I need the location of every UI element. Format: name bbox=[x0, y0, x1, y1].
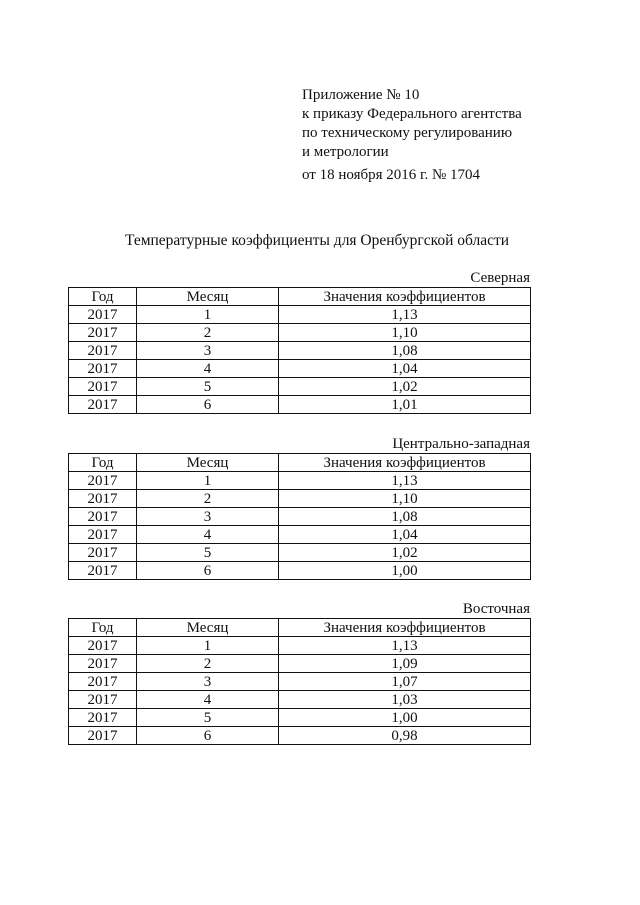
cell-year: 2017 bbox=[69, 727, 137, 745]
cell-year: 2017 bbox=[69, 360, 137, 378]
appendix-header bbox=[302, 86, 522, 185]
table-header-row bbox=[69, 454, 531, 472]
column-header-value: Значения коэффициентов bbox=[279, 454, 531, 472]
cell-value: 1,08 bbox=[279, 342, 531, 360]
cell-year: 2017 bbox=[69, 396, 137, 414]
cell-value: 1,07 bbox=[279, 673, 531, 691]
cell-year: 2017 bbox=[69, 508, 137, 526]
cell-month: 3 bbox=[137, 342, 279, 360]
cell-year: 2017 bbox=[69, 342, 137, 360]
table-row bbox=[69, 727, 531, 745]
cell-value: 1,09 bbox=[279, 655, 531, 673]
cell-month: 5 bbox=[137, 544, 279, 562]
cell-year: 2017 bbox=[69, 544, 137, 562]
table-row bbox=[69, 673, 531, 691]
order-date: от 18 ноября 2016 г. № 1704 bbox=[302, 167, 481, 183]
cell-year: 2017 bbox=[69, 324, 137, 342]
table-row bbox=[69, 562, 531, 580]
table-row bbox=[69, 360, 531, 378]
cell-year: 2017 bbox=[69, 691, 137, 709]
table-row bbox=[69, 508, 531, 526]
cell-year: 2017 bbox=[69, 637, 137, 655]
region-name: Восточная bbox=[462, 601, 530, 617]
document-title-text: Температурные коэффициенты для Оренбургской области bbox=[124, 232, 510, 249]
cell-month: 6 bbox=[137, 396, 279, 414]
table-row bbox=[69, 691, 531, 709]
table-row bbox=[69, 490, 531, 508]
cell-value: 1,01 bbox=[279, 396, 531, 414]
table-row bbox=[69, 544, 531, 562]
cell-value: 1,00 bbox=[279, 562, 531, 580]
column-header-year: Год bbox=[69, 454, 137, 472]
column-header-year: Год bbox=[69, 619, 137, 637]
column-header-value: Значения коэффициентов bbox=[279, 288, 531, 306]
table-header-row bbox=[69, 619, 531, 637]
cell-month: 1 bbox=[137, 637, 279, 655]
cell-value: 1,10 bbox=[279, 490, 531, 508]
cell-month: 2 bbox=[137, 655, 279, 673]
cell-month: 6 bbox=[137, 727, 279, 745]
table-row bbox=[69, 324, 531, 342]
cell-value: 1,02 bbox=[279, 378, 531, 396]
cell-month: 2 bbox=[137, 324, 279, 342]
appendix-number: Приложение № 10 bbox=[302, 87, 420, 103]
table-row bbox=[69, 637, 531, 655]
cell-month: 4 bbox=[137, 691, 279, 709]
region-name: Северная bbox=[470, 270, 530, 286]
agency-line-2: и метрологии bbox=[302, 144, 389, 160]
column-header-value: Значения коэффициентов bbox=[279, 619, 531, 637]
coefficient-table bbox=[68, 618, 531, 745]
table-row bbox=[69, 378, 531, 396]
cell-month: 6 bbox=[137, 562, 279, 580]
cell-value: 1,13 bbox=[279, 637, 531, 655]
cell-year: 2017 bbox=[69, 673, 137, 691]
region-name: Центрально-западная bbox=[392, 436, 530, 452]
cell-month: 5 bbox=[137, 709, 279, 727]
cell-value: 0,98 bbox=[279, 727, 531, 745]
cell-year: 2017 bbox=[69, 306, 137, 324]
cell-year: 2017 bbox=[69, 562, 137, 580]
order-reference: к приказу Федерального агентства bbox=[302, 106, 522, 122]
table-header-row bbox=[69, 288, 531, 306]
cell-value: 1,02 bbox=[279, 544, 531, 562]
coefficient-table bbox=[68, 453, 531, 580]
cell-value: 1,00 bbox=[279, 709, 531, 727]
cell-month: 4 bbox=[137, 526, 279, 544]
cell-value: 1,03 bbox=[279, 691, 531, 709]
cell-year: 2017 bbox=[69, 472, 137, 490]
cell-month: 1 bbox=[137, 306, 279, 324]
cell-value: 1,13 bbox=[279, 472, 531, 490]
cell-year: 2017 bbox=[69, 490, 137, 508]
cell-month: 5 bbox=[137, 378, 279, 396]
document-title bbox=[0, 232, 640, 250]
table-row bbox=[69, 396, 531, 414]
cell-value: 1,04 bbox=[279, 360, 531, 378]
table-row bbox=[69, 472, 531, 490]
cell-year: 2017 bbox=[69, 709, 137, 727]
coefficient-table bbox=[68, 287, 531, 414]
cell-year: 2017 bbox=[69, 526, 137, 544]
column-header-month: Месяц bbox=[137, 619, 279, 637]
table-row bbox=[69, 526, 531, 544]
column-header-month: Месяц bbox=[137, 454, 279, 472]
column-header-year: Год bbox=[69, 288, 137, 306]
cell-month: 3 bbox=[137, 508, 279, 526]
table-row bbox=[69, 342, 531, 360]
column-header-month: Месяц bbox=[137, 288, 279, 306]
table-row bbox=[69, 655, 531, 673]
table-row bbox=[69, 306, 531, 324]
table-row bbox=[69, 709, 531, 727]
cell-month: 1 bbox=[137, 472, 279, 490]
cell-month: 3 bbox=[137, 673, 279, 691]
cell-value: 1,13 bbox=[279, 306, 531, 324]
cell-month: 2 bbox=[137, 490, 279, 508]
cell-value: 1,08 bbox=[279, 508, 531, 526]
agency-line: по техническому регулированию bbox=[302, 125, 513, 141]
cell-value: 1,04 bbox=[279, 526, 531, 544]
cell-year: 2017 bbox=[69, 378, 137, 396]
cell-month: 4 bbox=[137, 360, 279, 378]
cell-year: 2017 bbox=[69, 655, 137, 673]
cell-value: 1,10 bbox=[279, 324, 531, 342]
